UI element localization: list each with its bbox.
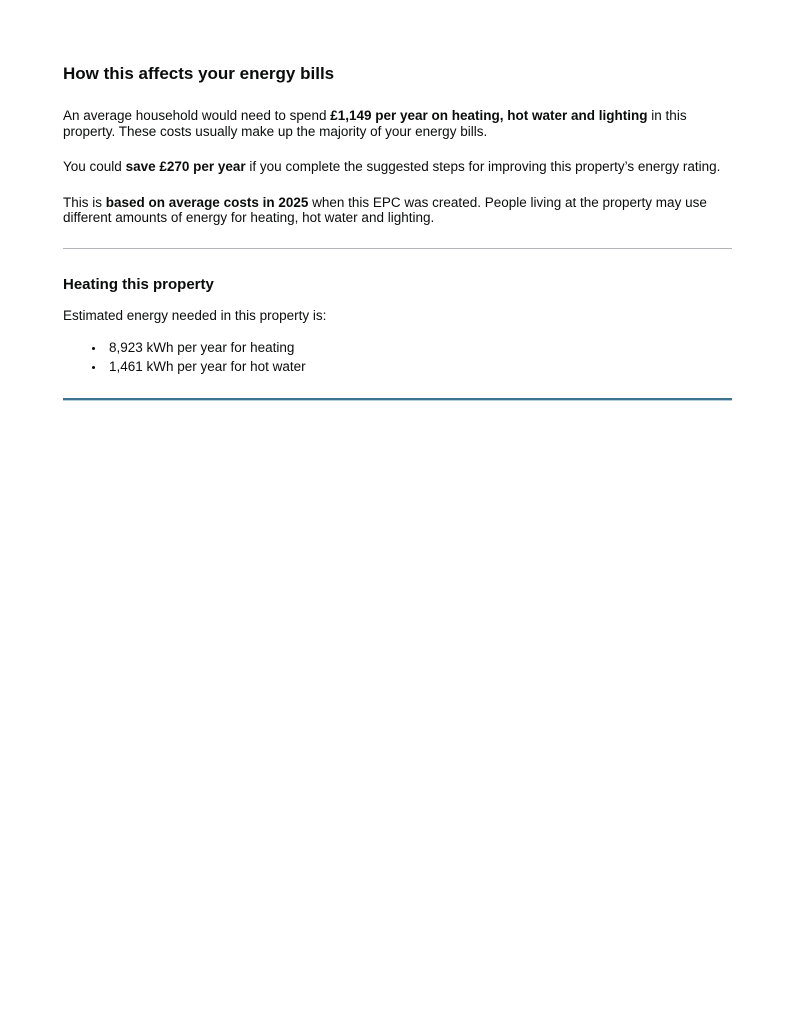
average-costs-paragraph [63, 195, 732, 226]
section-break-line [63, 398, 732, 400]
epc-page [0, 0, 793, 400]
bills-cost-paragraph [63, 108, 732, 139]
savings-text-post: if you complete the suggested steps for improving this property’s energy rating. [245, 159, 721, 174]
average-costs-text-post: when this EPC was created. People living at the property may use different amounts of energy for heating, hot water and lighting. [63, 194, 707, 225]
list-item-heating: • 8,923 kWh per year for heating [105, 338, 732, 357]
bills-cost-text-pre: An average household would need to spend [63, 108, 331, 123]
bills-section-heading: How this affects your energy bills [63, 64, 335, 83]
savings-amount: save £270 per year [125, 159, 246, 174]
savings-text-pre: You could [63, 159, 126, 174]
bills-cost-text-post: in this property. These costs usually make up the majority of your energy bills. [63, 108, 687, 139]
heating-section-heading: Heating this property [63, 275, 214, 293]
bills-cost-amount: £1,149 per year on heating, hot water and lighting [330, 108, 648, 123]
list-item-hot-water: • 1,461 kWh per year for hot water [105, 357, 732, 376]
savings-paragraph [63, 159, 732, 175]
average-costs-basis: based on average costs in 2025 [105, 194, 309, 210]
average-costs-text-pre: This is [63, 194, 106, 210]
heating-intro-text: Estimated energy needed in this property is: [63, 307, 327, 323]
section-divider [63, 248, 732, 249]
energy-needs-list [63, 338, 732, 376]
